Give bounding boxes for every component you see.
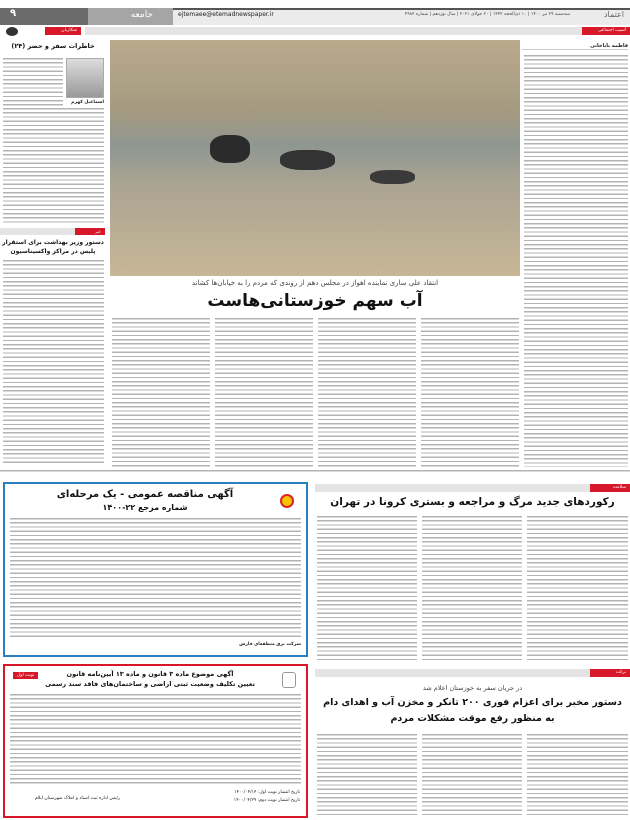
main-kicker: انتقاد علی ساری نماینده اهواز در مجلس دهم از روندی که مردم را به خیابان‌ها کشاند	[191, 279, 439, 287]
ad2-date-2: تاریخ انتشار نوبت دوم: ۱۴۰۰/۰۴/۲۹	[233, 798, 300, 803]
section-label-left: شکاربان	[45, 27, 81, 35]
corona-body-text	[527, 516, 628, 661]
newspaper-logo: اعتماد	[603, 10, 624, 19]
corona-body-text	[317, 516, 417, 661]
ad2-badge: نوبت اول	[13, 672, 38, 679]
ad2-body-text	[10, 694, 301, 784]
column-author: اسماعیل کهرم	[71, 100, 104, 105]
corona-headline: رکوردهای جدید مرگ و مراجعه و بستری کرونا در تهران	[330, 496, 615, 508]
corona-body-text	[422, 516, 522, 661]
main-body-text	[318, 318, 416, 468]
barakat-body-text	[422, 734, 522, 818]
ad2-signature: رئیس اداره ثبت اسناد و املاک شهرستان ایلام	[35, 796, 121, 801]
tender-ref: شماره مرجع ۲۲-۱۴۰۰	[102, 503, 188, 512]
tender-body-text	[10, 518, 301, 638]
barakat-bar	[315, 669, 630, 677]
column-body-text	[3, 58, 63, 106]
main-body-text	[112, 318, 210, 468]
author-photo	[66, 58, 104, 98]
main-headline: آب سهم خوزستانی‌هاست	[207, 291, 423, 311]
registration-ad	[3, 664, 308, 818]
main-body-text	[215, 318, 313, 468]
column-title: خاطرات سفر و حضر (۲۴)	[11, 42, 95, 50]
column-body-text	[3, 108, 104, 224]
news-body-text	[3, 260, 104, 465]
subheader-bar	[85, 27, 630, 35]
page-number: ۹	[0, 8, 88, 25]
tender-title: آگهی مناقصه عمومی - یک مرحله‌ای	[56, 489, 234, 500]
date-line: سه‌شنبه ۲۹ تیر ۱۴۰۰ | ۱۰ ذی‌الحجه ۱۴۴۲ | ۲۰ جولای ۲۰۲۱ | سال نوزدهم | شماره ۴۹۸۲	[404, 12, 570, 17]
judiciary-logo-icon	[282, 672, 296, 688]
news-label: خبر	[75, 228, 105, 235]
right-column-body-text	[524, 55, 628, 467]
tender-ad	[3, 482, 308, 657]
barakat-headline-2: به منظور رفع موقت مشکلات مردم	[390, 713, 555, 724]
electric-company-logo-icon	[280, 494, 294, 508]
section-name: جامعه	[88, 8, 173, 25]
barakat-headline-1: دستور مخبر برای اعزام فوری ۲۰۰ تانکر و مخزن آب و اهدای دام	[323, 697, 622, 708]
tender-signature: شرکت برق منطقه‌ای فارس	[239, 642, 301, 647]
barakat-kicker: در جریان سفر به خوزستان اعلام شد	[422, 684, 523, 692]
ad2-date-1: تاریخ انتشار نوبت اول: ۱۴۰۰/۰۴/۱۴	[234, 790, 300, 795]
main-photo-buffalo	[110, 40, 520, 276]
section-label-right: آسیب اجتماعی	[582, 27, 630, 35]
health-bar	[315, 484, 630, 492]
barakat-body-text	[317, 734, 417, 818]
barakat-label: برکت	[590, 669, 630, 677]
barakat-body-text	[527, 734, 628, 818]
continuation-text	[0, 470, 630, 474]
email-link[interactable]: ejtemaee@etemadnewspaper.ir	[178, 11, 274, 18]
column-logo-icon	[6, 27, 18, 36]
health-label: سلامت	[590, 484, 630, 492]
ad2-title-line1: آگهی موضوع ماده ۳ قانون و ماده ۱۳ آیین‌نامه قانون	[66, 670, 234, 678]
right-column-author: فاطمه باباخانی	[522, 43, 628, 50]
main-body-text	[421, 318, 519, 468]
ad2-title-line2: تعیین تکلیف وضعیت ثبتی اراضی و ساختمان‌های فاقد سند رسمی	[45, 680, 255, 688]
news-headline: دستور وزیر بهداشت برای استقرار پلیس در مراکز واکسیناسیون	[2, 239, 104, 255]
